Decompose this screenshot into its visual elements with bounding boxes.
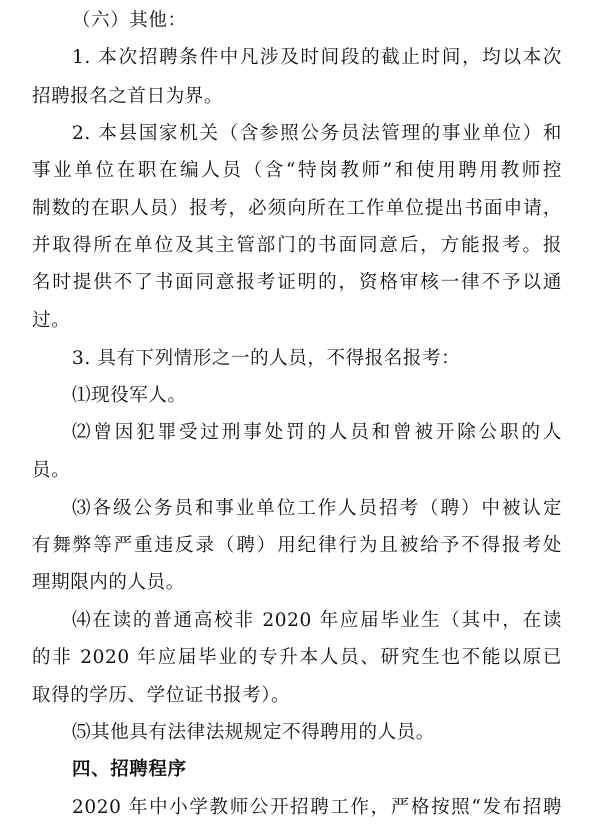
paragraph-line: 3. 具有下列情形之一的人员，不得报名报考： (72, 348, 461, 369)
paragraph-line: 招聘报名之首日为界。 (32, 86, 224, 107)
paragraph-line: 名时提供不了书面同意报考证明的，资格审核一律不予以通 (32, 272, 562, 293)
paragraph-line: 并取得所在单位及其主管部门的书面同意后，方能报考。报 (32, 235, 562, 256)
list-item: ⑴现役军人。 (72, 385, 187, 406)
paragraph-line: 2020 年中小学教师公开招聘工作，严格按照“发布招聘 (72, 797, 562, 818)
paragraph-line: 过。 (32, 310, 71, 331)
list-item: ⑶各级公务员和事业单位工作人员招考（聘）中被认定 (72, 498, 562, 519)
section-heading-recruitment-procedure: 四、招聘程序 (72, 759, 187, 780)
paragraph-line: 理期限内的人员。 (32, 572, 185, 593)
list-item: ⑵曾因犯罪受过刑事处罚的人员和曾被开除公职的人 (72, 422, 562, 443)
paragraph-line: 取得的学历、学位证书报考）。 (32, 685, 291, 706)
paragraph-line: 制数的在职人员）报考，必须向所在工作单位提出书面申请， (32, 198, 562, 219)
list-item: ⑷在读的普通高校非 2020 年应届毕业生（其中，在读 (72, 610, 562, 631)
paragraph-line: 1. 本次招聘条件中凡涉及时间段的截止时间，均以本次 (72, 47, 562, 68)
paragraph-line: 事业单位在职在编人员（含“特岗教师”和使用聘用教师控 (32, 160, 562, 181)
paragraph-line: 的非 2020 年应届毕业的专升本人员、研究生也不能以原已 (32, 647, 562, 668)
paragraph-line: 员。 (32, 460, 71, 481)
section-heading-other: （六）其他： (72, 10, 187, 31)
list-item: ⑸其他具有法律法规规定不得聘用的人员。 (72, 722, 435, 743)
paragraph-line: 有舞弊等严重违反录（聘）用纪律行为且被给予不得报考处 (32, 535, 562, 556)
paragraph-line: 2. 本县国家机关（含参照公务员法管理的事业单位）和 (72, 123, 562, 144)
